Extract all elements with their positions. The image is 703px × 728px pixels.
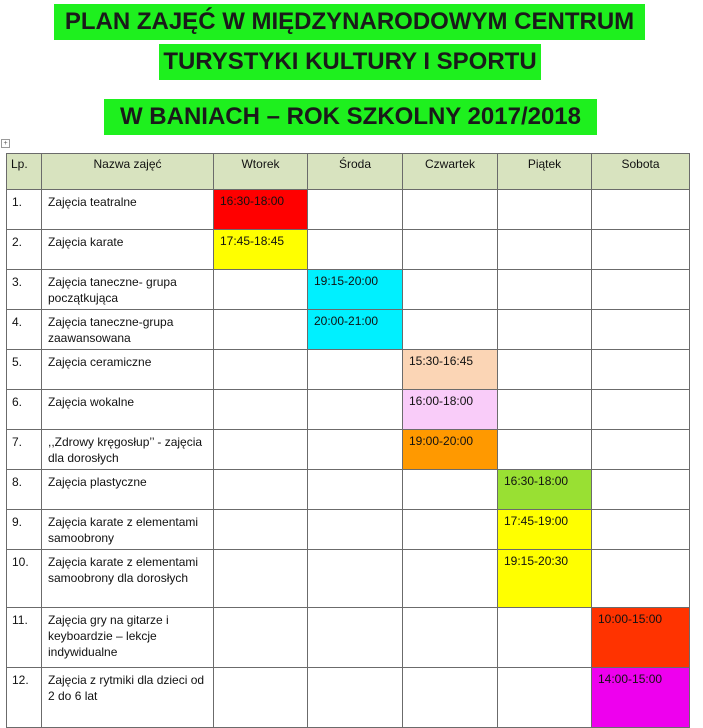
- table-row: [7, 350, 690, 390]
- activity-name: Zajęcia plastyczne: [42, 470, 214, 510]
- schedule-cell: [403, 270, 498, 310]
- schedule-cell: [308, 230, 403, 270]
- activity-name: Zajęcia teatralne: [42, 190, 214, 230]
- schedule-cell: [214, 470, 308, 510]
- schedule-cell: [592, 390, 690, 430]
- time-slot-label: 19:15-20:30: [504, 554, 569, 568]
- time-slot-label: 20:00-21:00: [314, 314, 379, 328]
- row-number: 3.: [7, 270, 42, 310]
- schedule-cell: [308, 510, 403, 550]
- activity-name: Zajęcia taneczne- grupa początkująca: [42, 270, 214, 310]
- time-slot-label: 19:15-20:00: [314, 274, 379, 288]
- row-number: 5.: [7, 350, 42, 390]
- time-slot: [498, 510, 592, 550]
- schedule-cell: [592, 190, 690, 230]
- schedule-cell: [308, 390, 403, 430]
- schedule-cell: [498, 350, 592, 390]
- schedule-cell: [403, 510, 498, 550]
- row-number: 9.: [7, 510, 42, 550]
- row-number: 12.: [7, 668, 42, 728]
- table-row: [7, 270, 690, 310]
- row-number: 7.: [7, 430, 42, 470]
- time-slot-label: 14:00-15:00: [598, 672, 663, 686]
- title-line-3: W BANIACH – ROK SZKOLNY 2017/2018: [104, 99, 597, 135]
- time-slot: [308, 270, 403, 310]
- time-slot: [403, 390, 498, 430]
- schedule-cell: [308, 668, 403, 728]
- schedule-cell: [592, 230, 690, 270]
- row-number: 6.: [7, 390, 42, 430]
- table-row: [7, 608, 690, 668]
- time-slot: [214, 190, 308, 230]
- header-tuesday: Wtorek: [214, 154, 308, 190]
- row-number: 2.: [7, 230, 42, 270]
- activity-name: Zajęcia karate z elementami samoobrony: [42, 510, 214, 550]
- schedule-cell: [592, 310, 690, 350]
- table-row: [7, 310, 690, 350]
- schedule-cell: [498, 390, 592, 430]
- activity-name: Zajęcia wokalne: [42, 390, 214, 430]
- schedule-cell: [308, 608, 403, 668]
- schedule-cell: [214, 550, 308, 608]
- time-slot-label: 10:00-15:00: [598, 612, 663, 626]
- time-slot: [403, 350, 498, 390]
- schedule-cell: [308, 350, 403, 390]
- activity-name: ,,Zdrowy kręgosłup’’ - zajęcia dla dorosłych: [42, 430, 214, 470]
- schedule-cell: [498, 230, 592, 270]
- schedule-cell: [498, 270, 592, 310]
- schedule-cell: [403, 608, 498, 668]
- schedule-cell: [403, 470, 498, 510]
- table-row: [7, 190, 690, 230]
- schedule-cell: [308, 430, 403, 470]
- activity-name: Zajęcia karate: [42, 230, 214, 270]
- schedule-cell: [214, 510, 308, 550]
- time-slot: [214, 230, 308, 270]
- time-slot-label: 15:30-16:45: [409, 354, 474, 368]
- table-move-handle-icon[interactable]: +: [1, 139, 10, 148]
- schedule-cell: [403, 310, 498, 350]
- header-name: Nazwa zajęć: [42, 154, 214, 190]
- schedule-cell: [498, 190, 592, 230]
- schedule-cell: [498, 310, 592, 350]
- time-slot-label: 16:00-18:00: [409, 394, 474, 408]
- time-slot: [592, 668, 690, 728]
- schedule-cell: [214, 608, 308, 668]
- schedule-cell: [308, 550, 403, 608]
- time-slot-label: 17:45-18:45: [220, 234, 285, 248]
- title-line-1: PLAN ZAJĘĆ W MIĘDZYNARODOWYM CENTRUM: [54, 4, 645, 40]
- title-line-2: TURYSTYKI KULTURY I SPORTU: [159, 44, 541, 80]
- schedule-table: [6, 153, 690, 728]
- schedule-cell: [592, 430, 690, 470]
- schedule-cell: [214, 390, 308, 430]
- schedule-cell: [403, 668, 498, 728]
- schedule-cell: [403, 190, 498, 230]
- row-number: 4.: [7, 310, 42, 350]
- schedule-cell: [592, 350, 690, 390]
- schedule-cell: [214, 270, 308, 310]
- schedule-cell: [498, 430, 592, 470]
- table-row: [7, 550, 690, 608]
- time-slot-label: 17:45-19:00: [504, 514, 569, 528]
- activity-name: Zajęcia z rytmiki dla dzieci od 2 do 6 lat: [42, 668, 214, 728]
- schedule-cell: [592, 470, 690, 510]
- header-row: [7, 154, 690, 190]
- table-row: [7, 430, 690, 470]
- row-number: 11.: [7, 608, 42, 668]
- time-slot: [498, 550, 592, 608]
- schedule-cell: [403, 230, 498, 270]
- schedule-cell: [308, 190, 403, 230]
- time-slot: [403, 430, 498, 470]
- activity-name: Zajęcia karate z elementami samoobrony dla dorosłych: [42, 550, 214, 608]
- table-row: [7, 390, 690, 430]
- activity-name: Zajęcia ceramiczne: [42, 350, 214, 390]
- time-slot-label: 16:30-18:00: [220, 194, 285, 208]
- time-slot-label: 19:00-20:00: [409, 434, 474, 448]
- table-row: [7, 668, 690, 728]
- schedule-cell: [214, 430, 308, 470]
- schedule-cell: [498, 608, 592, 668]
- table-row: [7, 230, 690, 270]
- row-number: 8.: [7, 470, 42, 510]
- header-saturday: Sobota: [592, 154, 690, 190]
- schedule-cell: [308, 470, 403, 510]
- header-lp: Lp.: [7, 154, 42, 190]
- schedule-cell: [403, 550, 498, 608]
- time-slot-label: 16:30-18:00: [504, 474, 569, 488]
- schedule-cell: [592, 550, 690, 608]
- table-row: [7, 470, 690, 510]
- schedule-cell: [214, 310, 308, 350]
- activity-name: Zajęcia taneczne-grupa zaawansowana: [42, 310, 214, 350]
- header-wednesday: Środa: [308, 154, 403, 190]
- header-thursday: Czwartek: [403, 154, 498, 190]
- time-slot: [592, 608, 690, 668]
- header-friday: Piątek: [498, 154, 592, 190]
- row-number: 10.: [7, 550, 42, 608]
- schedule-cell: [214, 668, 308, 728]
- time-slot: [498, 470, 592, 510]
- schedule-cell: [214, 350, 308, 390]
- time-slot: [308, 310, 403, 350]
- activity-name: Zajęcia gry na gitarze i keyboardzie – lekcje indywidualne: [42, 608, 214, 668]
- schedule-cell: [592, 510, 690, 550]
- schedule-cell: [592, 270, 690, 310]
- table-row: [7, 510, 690, 550]
- schedule-cell: [498, 668, 592, 728]
- row-number: 1.: [7, 190, 42, 230]
